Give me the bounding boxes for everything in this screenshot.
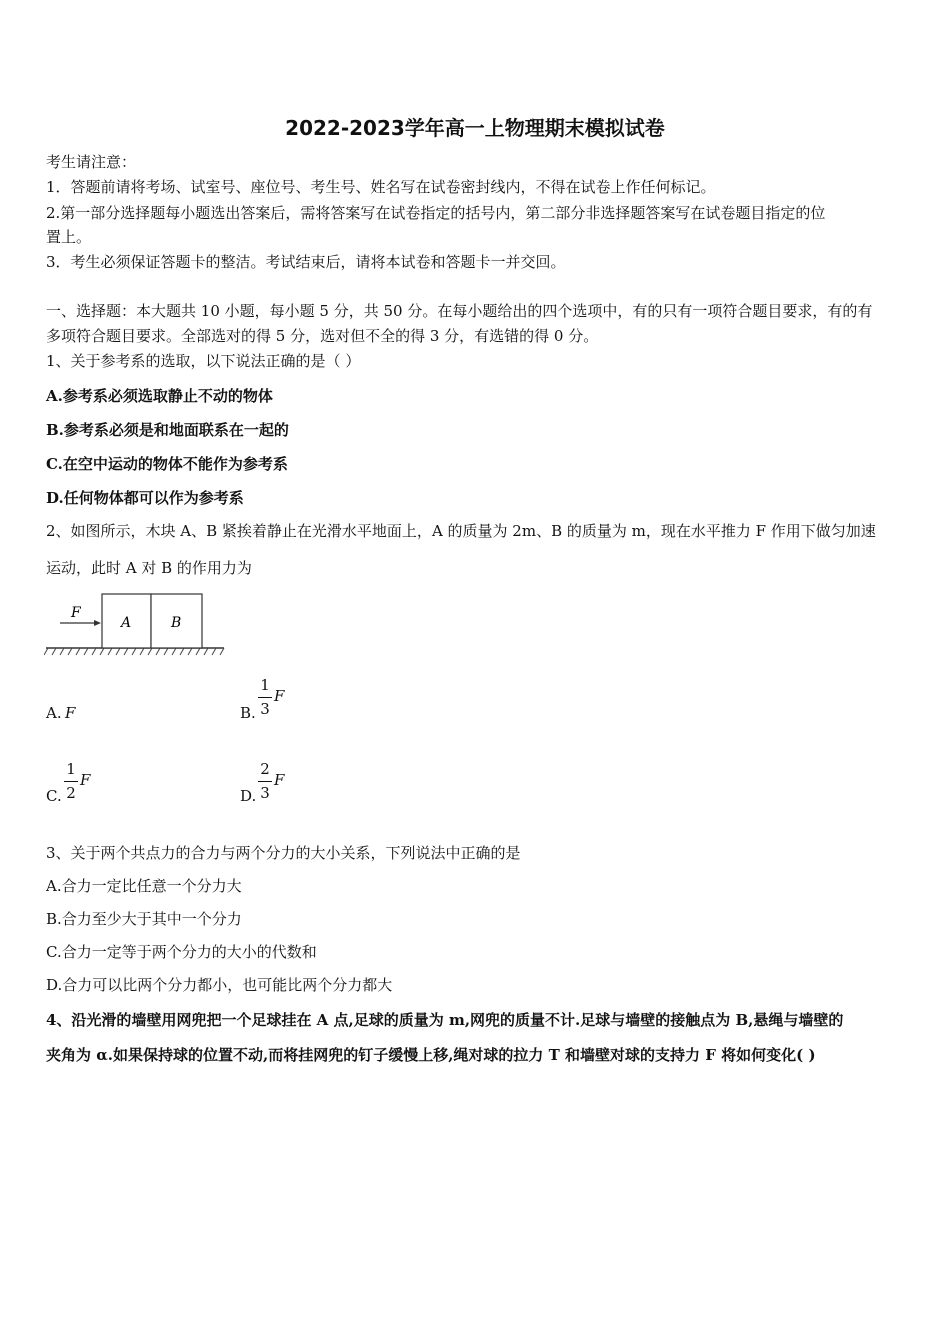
fraction-denominator: 3: [260, 700, 270, 718]
force-label: F: [71, 605, 81, 621]
notice-item: 置上。: [46, 228, 92, 246]
option-d: D.任何物体都可以作为参考系: [46, 489, 244, 507]
fraction-numerator: 1: [260, 676, 270, 694]
fraction-numerator: 1: [66, 760, 76, 778]
option-a: A.合力一定比任意一个分力大: [46, 877, 242, 895]
ground-hatching: [44, 648, 224, 655]
notice-heading: 考生请注意：: [46, 153, 137, 171]
option-c: C.在空中运动的物体不能作为参考系: [46, 455, 288, 473]
option-c: C.合力一定等于两个分力的大小的代数和: [46, 943, 317, 961]
fraction-denominator: 2: [66, 784, 76, 802]
option-a-label: A.: [46, 704, 62, 722]
fraction-variable: F: [274, 771, 285, 789]
fraction-denominator: 3: [260, 784, 270, 802]
page-title: 2022-2023学年高一上物理期末模拟试卷: [285, 116, 665, 140]
question-stem: 2、如图所示，木块 A、B 紧挨着静止在光滑水平地面上，A 的质量为 2m、B 的质量为 m，现在水平推力 F 作用下做匀加速: [46, 522, 876, 540]
question-stem: 夹角为 α.如果保持球的位置不动,而将挂网兜的钉子缓慢上移,绳对球的拉力 T 和墙壁对球的支持力 F 将如何变化( ): [46, 1046, 816, 1064]
option-d-label: D.: [240, 787, 257, 805]
question-stem: 运动，此时 A 对 B 的作用力为: [46, 559, 252, 577]
blocks-figure: [44, 590, 229, 660]
question-stem: 3、关于两个共点力的合力与两个分力的大小关系，下列说法中正确的是: [46, 844, 521, 862]
fraction-bar: [258, 697, 272, 698]
force-arrowhead: [94, 620, 101, 626]
question-stem: 1、关于参考系的选取，以下说法正确的是（ ）: [46, 352, 361, 370]
section-line: 多项符合题目要求。全部选对的得 5 分，选对但不全的得 3 分，有选错的得 0 分。: [46, 327, 599, 345]
fraction-bar: [258, 781, 272, 782]
notice-item: 2.第一部分选择题每小题选出答案后，需将答案写在试卷指定的括号内，第二部分非选择题答案写在试卷题目指定的位: [46, 204, 826, 222]
fraction-variable: F: [80, 771, 91, 789]
option-b: B.合力至少大于其中一个分力: [46, 910, 242, 928]
option-b-label: B.: [240, 704, 256, 722]
block-a-label: A: [121, 615, 132, 631]
option-c-label: C.: [46, 787, 62, 805]
block-b-label: B: [171, 615, 182, 631]
question-stem: 4、沿光滑的墙壁用网兜把一个足球挂在 A 点,足球的质量为 m,网兜的质量不计.足球与墙壁的接触点为 B,悬绳与墙壁的: [46, 1011, 844, 1029]
notice-item: 3．考生必须保证答题卡的整洁。考试结束后，请将本试卷和答题卡一并交回。: [46, 253, 566, 271]
fraction-variable: F: [274, 687, 285, 705]
option-b: B.参考系必须是和地面联系在一起的: [46, 421, 289, 439]
option-a-value: F: [65, 704, 76, 722]
fraction-numerator: 2: [260, 760, 270, 778]
section-line: 一、选择题：本大题共 10 小题，每小题 5 分，共 50 分。在每小题给出的四个选项中，有的只有一项符合题目要求，有的有: [46, 302, 873, 320]
option-a: A.参考系必须选取静止不动的物体: [46, 387, 273, 405]
option-d: D.合力可以比两个分力都小，也可能比两个分力都大: [46, 976, 393, 994]
notice-item: 1．答题前请将考场、试室号、座位号、考生号、姓名写在试卷密封线内，不得在试卷上作任何标记。: [46, 178, 716, 196]
fraction-bar: [64, 781, 78, 782]
